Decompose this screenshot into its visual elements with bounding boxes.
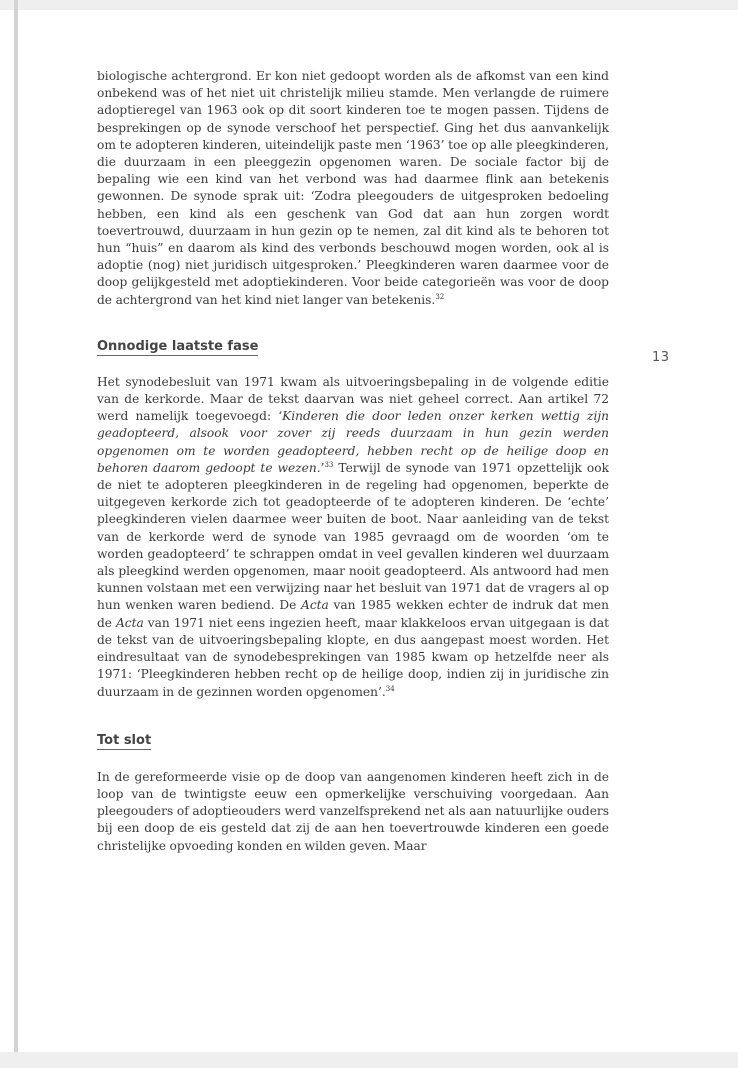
section-heading-tot-slot: Tot slot bbox=[97, 732, 152, 748]
page-spine-rule bbox=[14, 0, 18, 1068]
scan-top-margin bbox=[0, 0, 738, 10]
slot-text: In de gereformeerde visie op de doop van aangenomen kinderen heeft zich in de loop van de twintigste eeuw een opmerkelijke verschuiving voorgedaan. Aan pleegouders of adoptieouders werd vanzelfsprekend net als aan natuurlijke ouders bij een doop de eis gesteld dat zij de aan hen toevertrouwde kinderen een goede christelijke opvoeding konden en wilden geven. Maar bbox=[97, 769, 609, 853]
intro-paragraph bbox=[97, 68, 609, 309]
fase-paragraph bbox=[97, 374, 609, 701]
footnote-ref-32[interactable]: 32 bbox=[435, 292, 445, 301]
page-body bbox=[97, 68, 609, 855]
footnote-ref-33[interactable]: 33 bbox=[324, 460, 334, 469]
page-number: 13 bbox=[652, 350, 670, 365]
acta-italic-1: Acta bbox=[301, 598, 329, 613]
scan-bottom-margin bbox=[0, 1052, 738, 1068]
fase-text-3: van 1985 wekken echter de indruk dat men de bbox=[97, 598, 609, 630]
heading-wrapper-fase bbox=[97, 335, 609, 356]
fase-text-2: Terwijl de synode van 1971 opzettelijk ook de niet te adopteren pleegkinderen in de regeling had opgenomen, beperkte de uitgegeven kerkorde zich tot geadopteerde of te adopteren kinderen. De ‘echte’ pleegkinderen vielen daarmee weer buiten de boot. Naar aanleiding van de tekst van de kerkorde werd de synode van 1985 gevraagd om de woorden ‘om te worden geadopteerd’ te schrappen omdat in veel gevallen kinderen wel duurzaam als pleegkind werden opgenomen, maar nooit geadopteerd. Als antwoord had men kunnen volstaan met een verwijzing naar het besluit van 1971 dat de vragers al op hun wenken waren bediend. De bbox=[97, 460, 609, 613]
fase-text-1: Het synodebesluit van 1971 kwam als uitvoeringsbepaling in de volgende editie van de kerkorde. Maar de tekst daarvan was niet geheel correct. Aan artikel 72 werd namelijk toegevoegd: ‘ bbox=[97, 374, 609, 424]
kerkorde-quote: Kinderen die door leden onzer kerken wettig zijn geadopteerd, alsook voor zover zij reeds duurzaam in hun gezin werden opgenomen om te worden geadopteerd, hebben recht op de heilige doop en behoren daarom gedoopt te wezen. bbox=[97, 409, 609, 475]
footnote-ref-34[interactable]: 34 bbox=[385, 684, 395, 693]
intro-text: biologische achtergrond. Er kon niet gedoopt worden als de afkomst van een kind onbekend was of het niet uit christelijk milieu stamde. Men verlangde de ruimere adoptieregel van 1963 ook op dit soort kinderen toe te mogen passen. Tijdens de besprekingen op de synode verschoof het perspectief. Ging het dus aanvankelijk om te adopteren kinderen, uiteindelijk paste men ‘1963’ toe op alle pleegkinderen, die duurzaam in een pleeggezin opgenomen waren. De sociale factor bij de bepaling wie een kind van het verbond was had daarmee flink aan betekenis gewonnen. De synode sprak uit: ‘Zodra pleegouders de uitgesproken bedoeling hebben, een kind als een geschenk van God dat aan hun zorgen wordt toevertrouwd, duurzaam in hun gezin op te nemen, zal dit kind als te behoren tot hun “huis” en daarom als kind des verbonds beschouwd mogen worden, ook al is adoptie (nog) niet juridisch uitgesproken.’ Pleegkinderen waren daarmee voor de doop gelijkgesteld met adoptiekinderen. Voor beide categorieën was voor de doop de achtergrond van het kind niet langer van betekenis. bbox=[97, 69, 609, 307]
slot-paragraph bbox=[97, 769, 609, 855]
acta-italic-2: Acta bbox=[116, 615, 144, 630]
fase-text-4: van 1971 niet eens ingezien heeft, maar klakkeloos ervan uitgegaan is dat de tekst van de uitvoeringsbepaling klopte, en dus aangepast moest worden. Het eindresultaat van de synodebesprekingen van 1985 kwam op hetzelfde neer als 1971: ‘Pleegkinderen hebben recht op de heilige doop, indien zij in juridische zin duurzaam in de gezinnen worden opgenomen’. bbox=[97, 615, 609, 699]
quote-close: ’ bbox=[320, 460, 325, 475]
heading-wrapper-slot bbox=[97, 729, 609, 750]
section-heading-onnodige-laatste-fase: Onnodige laatste fase bbox=[97, 338, 259, 354]
